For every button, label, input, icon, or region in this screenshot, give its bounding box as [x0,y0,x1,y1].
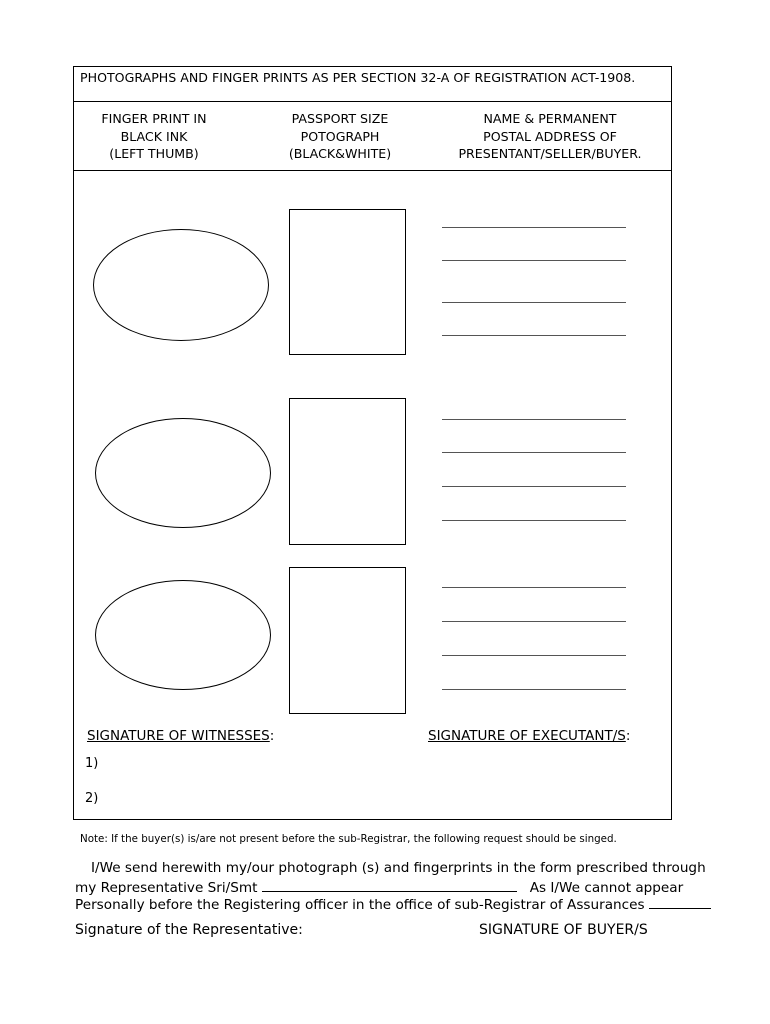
column-heading-line: PRESENTANT/SELLER/BUYER. [458,146,642,161]
address-line-1-2[interactable] [442,260,626,261]
sub-registrar-office-field[interactable] [649,894,711,909]
executants-heading [428,728,630,744]
column-heading-fingerprint [74,110,234,163]
request-line-2-prefix: my Representative Sri/Smt [75,880,258,896]
fingerprint-oval-1[interactable] [93,229,269,341]
representative-name-field[interactable] [262,877,517,892]
buyer-signature-label: SIGNATURE OF BUYER/S [479,922,648,938]
column-heading-line: (BLACK&WHITE) [288,146,392,161]
request-line-3 [75,894,711,914]
address-line-2-2[interactable] [442,452,626,453]
fingerprint-oval-3[interactable] [95,580,271,690]
witness-1-label: 1) [85,756,99,771]
address-line-2-3[interactable] [442,486,626,487]
column-heading-line: POSTAL ADDRESS OF [483,128,617,144]
column-heading-line: POTOGRAPH [300,128,380,144]
photo-box-3[interactable] [289,567,406,714]
column-heading-line: PASSPORT SIZE [291,111,389,126]
address-line-3-1[interactable] [442,587,626,588]
header-divider [73,170,672,171]
address-line-1-1[interactable] [442,227,626,228]
photo-box-2[interactable] [289,398,406,545]
note-text: Note: If the buyer(s) is/are not present before the sub-Registrar, the following request should be singed. [80,833,617,845]
address-line-1-4[interactable] [442,335,626,336]
column-heading-photograph [265,110,415,163]
form-title: PHOTOGRAPHS AND FINGER PRINTS AS PER SECTION 32-A OF REGISTRATION ACT-1908. [80,70,636,85]
address-line-2-1[interactable] [442,419,626,420]
executants-label: SIGNATURE OF EXECUTANT/S [428,728,626,744]
column-heading-line: NAME & PERMANENT [483,111,617,126]
witnesses-heading [87,728,274,744]
executants-colon: : [625,728,631,744]
address-line-3-3[interactable] [442,655,626,656]
fingerprint-oval-2[interactable] [95,418,271,528]
address-line-3-2[interactable] [442,621,626,622]
request-line-3-text: Personally before the Registering officer in the office of sub-Registrar of Assurances [75,897,645,913]
column-heading-address [440,110,660,163]
representative-signature-label: Signature of the Representative: [75,922,303,938]
address-line-2-4[interactable] [442,520,626,521]
photo-box-1[interactable] [289,209,406,355]
witnesses-colon: : [269,728,275,744]
witness-2-label: 2) [85,791,99,806]
title-divider [73,101,672,102]
column-heading-line: (LEFT THUMB) [109,146,199,161]
request-line-1: I/We send herewith my/our photograph (s) and fingerprints in the form prescribed through [91,860,706,876]
witnesses-label: SIGNATURE OF WITNESSES [87,728,270,744]
request-line-2-suffix: As I/We cannot appear [529,880,684,896]
address-line-1-3[interactable] [442,302,626,303]
column-heading-line: FINGER PRINT IN [101,111,207,126]
column-heading-line: BLACK INK [120,128,188,144]
address-line-3-4[interactable] [442,689,626,690]
